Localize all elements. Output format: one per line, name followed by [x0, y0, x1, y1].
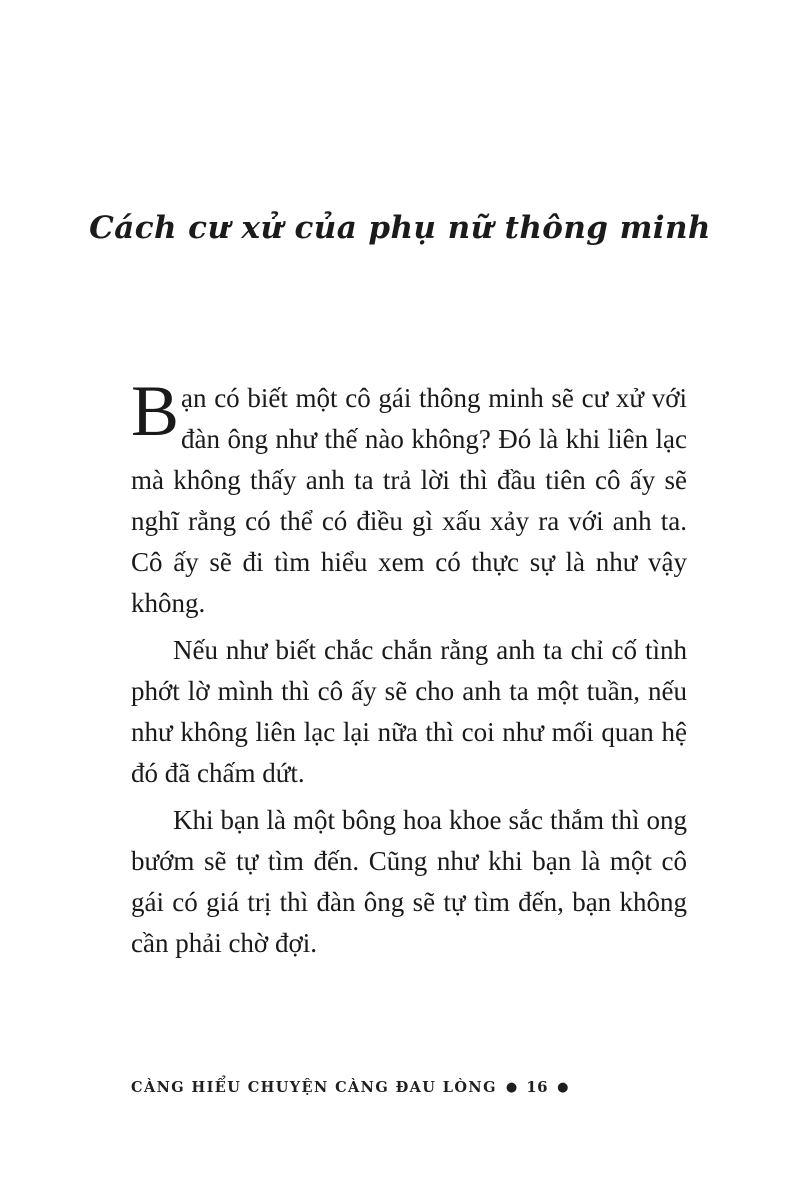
paragraph-1: [131, 371, 687, 624]
footer-book-title: CÀNG HIỂU CHUYỆN CÀNG ĐAU LÒNG: [131, 1078, 497, 1096]
chapter-title: Cách cư xử của phụ nữ thông minh: [89, 210, 711, 246]
body-text: [131, 371, 687, 964]
drop-cap: B: [131, 371, 180, 451]
paragraph-3: Khi bạn là một bông hoa khoe sắc thắm thì ong bướm sẽ tự tìm đến. Cũng như khi bạn là một cô gái có giá trị thì đàn ông sẽ tự tìm đến, bạn không cần phải chờ đợi.: [131, 805, 687, 958]
footer-left-dot-icon: ●: [505, 1079, 518, 1095]
paragraph-1-text: ạn có biết một cô gái thông minh sẽ cư xử với đàn ông như thế nào không? Đó là khi liên lạc mà không thấy anh ta trả lời thì đầu tiên cô ấy sẽ nghĩ rằng có thể có điều gì xấu xảy ra với anh ta. Cô ấy sẽ đi tìm hiểu xem có thực sự là như vậy không.: [131, 383, 687, 618]
page-footer: [131, 1078, 687, 1096]
page-number: 16: [526, 1078, 549, 1096]
footer-right-dot-icon: ●: [557, 1079, 569, 1095]
paragraph-2: Nếu như biết chắc chắn rằng anh ta chỉ cố tình phớt lờ mình thì cô ấy sẽ cho anh ta một tuần, nếu như không liên lạc lại nữa thì coi như mối quan hệ đó đã chấm dứt.: [131, 635, 687, 788]
